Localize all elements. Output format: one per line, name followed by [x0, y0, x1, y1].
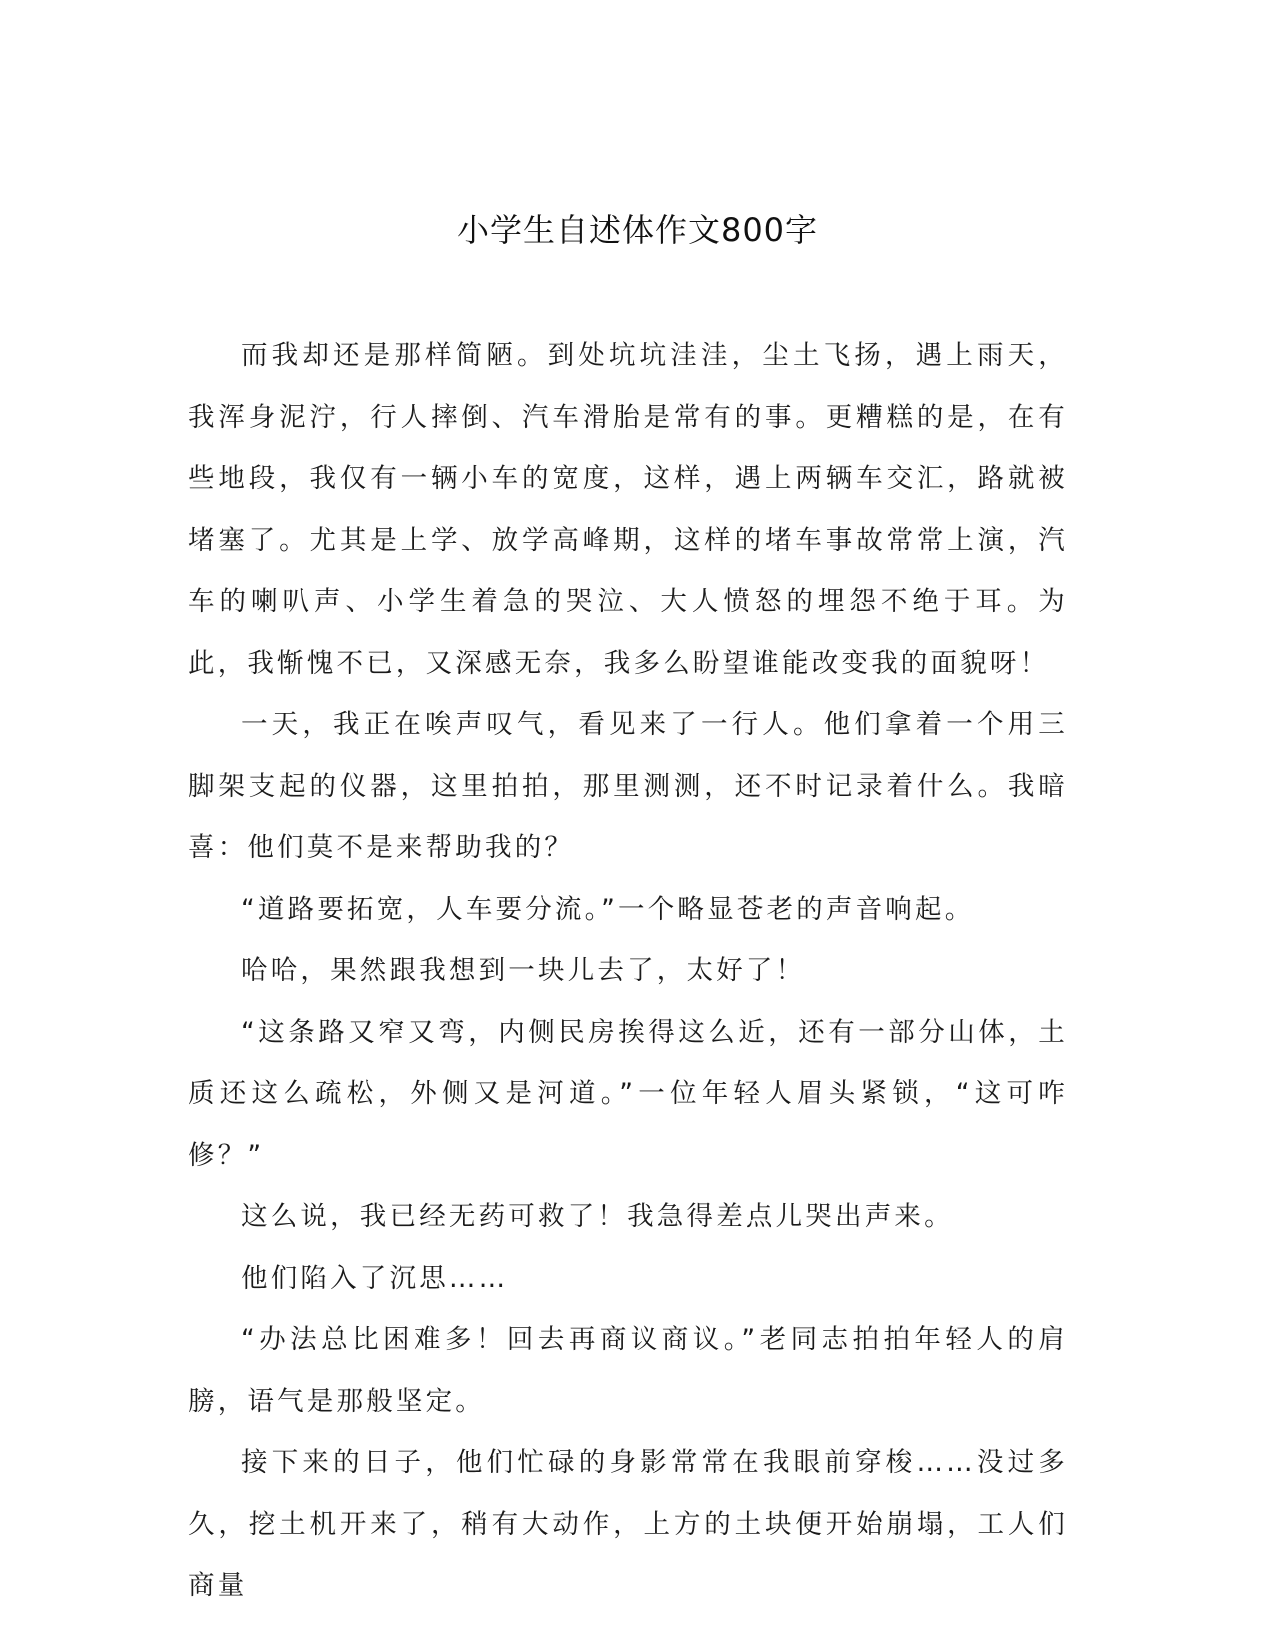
document-body — [188, 325, 1068, 1617]
paragraph: 一天，我正在唉声叹气，看见来了一行人。他们拿着一个用三脚架支起的仪器，这里拍拍，那里测测，还不时记录着什么。我暗喜：他们莫不是来帮助我的？ — [188, 709, 1068, 863]
document-title: 小学生自述体作文800字 — [456, 211, 819, 249]
paragraph: “办法总比困难多！回去再商议商议。”老同志拍拍年轻人的肩膀，语气是那般坚定。 — [188, 1324, 1068, 1417]
paragraph: “这条路又窄又弯，内侧民房挨得这么近，还有一部分山体，土质还这么疏松，外侧又是河道。”一位年轻人眉头紧锁，“这可咋修？” — [188, 1016, 1068, 1171]
paragraph: 哈哈，果然跟我想到一块儿去了，太好了！ — [241, 955, 806, 986]
paragraph: 这么说，我已经无药可救了！我急得差点儿哭出声来。 — [241, 1201, 954, 1232]
paragraph: “道路要拓宽，人车要分流。”一个略显苍老的声音响起。 — [241, 893, 975, 925]
paragraph: 他们陷入了沉思…… — [241, 1262, 509, 1294]
paragraph: 接下来的日子，他们忙碌的身影常常在我眼前穿梭……没过多久，挖土机开来了，稍有大动作，上方的土块便开始崩塌，工人们商量 — [188, 1447, 1068, 1601]
paragraph: 而我却还是那样简陋。到处坑坑洼洼，尘土飞扬，遇上雨天，我浑身泥泞，行人摔倒、汽车滑胎是常有的事。更糟糕的是，在有些地段，我仅有一辆小车的宽度，这样，遇上两辆车交汇，路就被堵塞了。尤其是上学、放学高峰期，这样的堵车事故常常上演，汽车的喇叭声、小学生着急的哭泣、大人愤怒的埋怨不绝于耳。为此，我惭愧不已，又深感无奈，我多么盼望谁能改变我的面貌呀！ — [188, 340, 1068, 679]
